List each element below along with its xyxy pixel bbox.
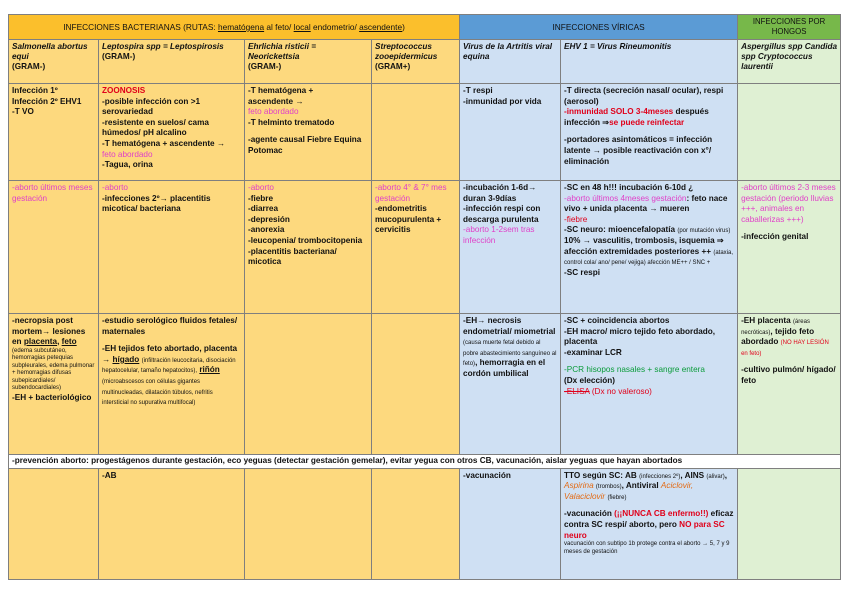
header-viral: INFECCIONES VÍRICAS	[460, 15, 738, 40]
cell-salmonella-signs: -aborto últimos meses gestación	[9, 181, 99, 314]
col-ehv1: EHV 1 = Virus Rineumonitis	[561, 40, 738, 84]
header-bacterial: INFECCIONES BACTERIANAS (RUTAS: hematógena al feto/ local endometrio/ ascendente)	[9, 15, 460, 40]
cell-ehrlichia-signs: -aborto -fiebre -diarrea -depresión -anorexia -leucopenia/ trombocitopenia -placentitis bacteriana/ micotica	[245, 181, 372, 314]
col-streptococcus: Streptococcus zooepidermicus (GRAM+)	[372, 40, 460, 84]
cell-fungi-treatment	[738, 468, 841, 579]
cell-arteritis-treatment: -vacunación	[460, 468, 561, 579]
cell-ehv-diagnosis: -SC + coincidencia abortos -EH macro/ micro tejido feto abordado, placenta -examinar LCR -PCR hisopos nasales + sangre entera (Dx elección) -ELISA (Dx no valeroso)	[561, 314, 738, 455]
infections-table-wrapper	[8, 14, 840, 580]
cell-lepto-treatment: -AB	[99, 468, 245, 579]
cell-ehrlichia-diagnosis	[245, 314, 372, 455]
cell-ehv-signs: -SC en 48 h!!! incubación 6-10d ¿ -aborto últimos 4meses gestación: feto nace vivo + unida placenta → mueren -fiebre -SC neuro: mioencefalopatía (por mutación virus) 10% → vasculitis, trombosis, isquemia ⇒ afección extremidades posteriores ++ (ataxia, control cola/ ano/ pene/ vejiga) afección ME++ / SNC + -SC respi	[561, 181, 738, 314]
cell-arteritis-transmission: -T respi -inmunidad por vida	[460, 84, 561, 181]
row-prevention: -prevención aborto: progestágenos durante gestación, eco yeguas (detectar gestación gemelar), evitar yegua con otros CB, vacunación, aislar yeguas que hayan abortados	[9, 455, 841, 469]
cell-arteritis-diagnosis: -EH→ necrosis endometrial/ miometrial (causa muerte fetal debido al pobre abastecimiento sanguíneo al feto), hemorragia en el cordón umbilical	[460, 314, 561, 455]
cell-fungi-diagnosis: -EH placenta (áreas necróticas), tejido feto abordado (NO HAY LESIÓN en feto) -cultivo pulmón/ hígado/ feto	[738, 314, 841, 455]
col-ehrlichia: Ehrlichia risticii = Neorickettsia (GRAM-)	[245, 40, 372, 84]
cell-ehv-treatment: TTO según SC: AB (infecciones 2º), AINS (alivar), Aspirina (trombos), Antiviral Aciclovir, Valaciclovir (fiebre) -vacunación (¡¡NUNCA CB enfermo!!) eficaz contra SC respi/ aborto, pero NO para SC neuro vacunación con subtipo 1b protege contra el aborto → 5, 7 y 9 meses de gestación	[561, 468, 738, 579]
cell-lepto-transmission: ZOONOSIS -posible infección con >1 serovariedad -resistente en suelos/ cama húmedos/ pH alcalino -T hematógena + ascendente → feto abordado -Tagua, orina	[99, 84, 245, 181]
cell-strepto-signs: -aborto 4° & 7° mes gestación -endometritis mucopurulenta + cervicitis	[372, 181, 460, 314]
cell-salmonella-diagnosis: -necropsia post mortem→ lesiones en placenta, feto (edema subcutáneo, hemorragias petequias subpleurales, edema pulmonar + hemorragias difusas subepicardiales/ subendocardiales) -EH + bacteriológico	[9, 314, 99, 455]
cell-strepto-diagnosis	[372, 314, 460, 455]
cell-ehrlichia-treatment	[245, 468, 372, 579]
cell-fungi-transmission	[738, 84, 841, 181]
cell-strepto-transmission	[372, 84, 460, 181]
cell-strepto-treatment	[372, 468, 460, 579]
cell-fungi-signs: -aborto últimos 2-3 meses gestación (periodo lluvias +++, animales en caballerizas +++) -infección genital	[738, 181, 841, 314]
cell-salmonella-treatment	[9, 468, 99, 579]
cell-ehrlichia-transmission: -T hematógena + ascendente → feto abordado -T helminto trematodo -agente causal Fiebre Equina Potomac	[245, 84, 372, 181]
header-fungal: INFECCIONES POR HONGOS	[738, 15, 841, 40]
col-arteritis: Virus de la Artritis viral equina	[460, 40, 561, 84]
col-fungi: Aspergillus spp Candida spp Cryptococcus laurentii	[738, 40, 841, 84]
cell-salmonella-transmission: Infección 1º Infección 2º EHV1 -T VO	[9, 84, 99, 181]
cell-lepto-diagnosis: -estudio serológico fluidos fetales/ maternales -EH tejidos feto abortado, placenta → hígado (infiltración leucocitaria, disociación hepatocelular, tamaño hepatocitos), riñón (microabscesos con células gigantes multinucleadas, dilatación túbulos, nefritis intersticial no supurativa multifocal)	[99, 314, 245, 455]
col-salmonella: Salmonella abortus equi (GRAM-)	[9, 40, 99, 84]
cell-lepto-signs: -aborto -infecciones 2º→ placentitis micotica/ bacteriana	[99, 181, 245, 314]
cell-ehv-transmission: -T directa (secreción nasal/ ocular), respi (aerosol) -inmunidad SOLO 3-4meses después infección ⇒se puede reinfectar -portadores asintomáticos = infección latente → posible reactivación con x°/ eliminación	[561, 84, 738, 181]
col-leptospira: Leptospira spp = Leptospirosis (GRAM-)	[99, 40, 245, 84]
cell-arteritis-signs: -incubación 1-6d→ duran 3-9días -infección respi con descarga purulenta -aborto 1-2sem tras infección	[460, 181, 561, 314]
infections-table	[8, 14, 841, 580]
